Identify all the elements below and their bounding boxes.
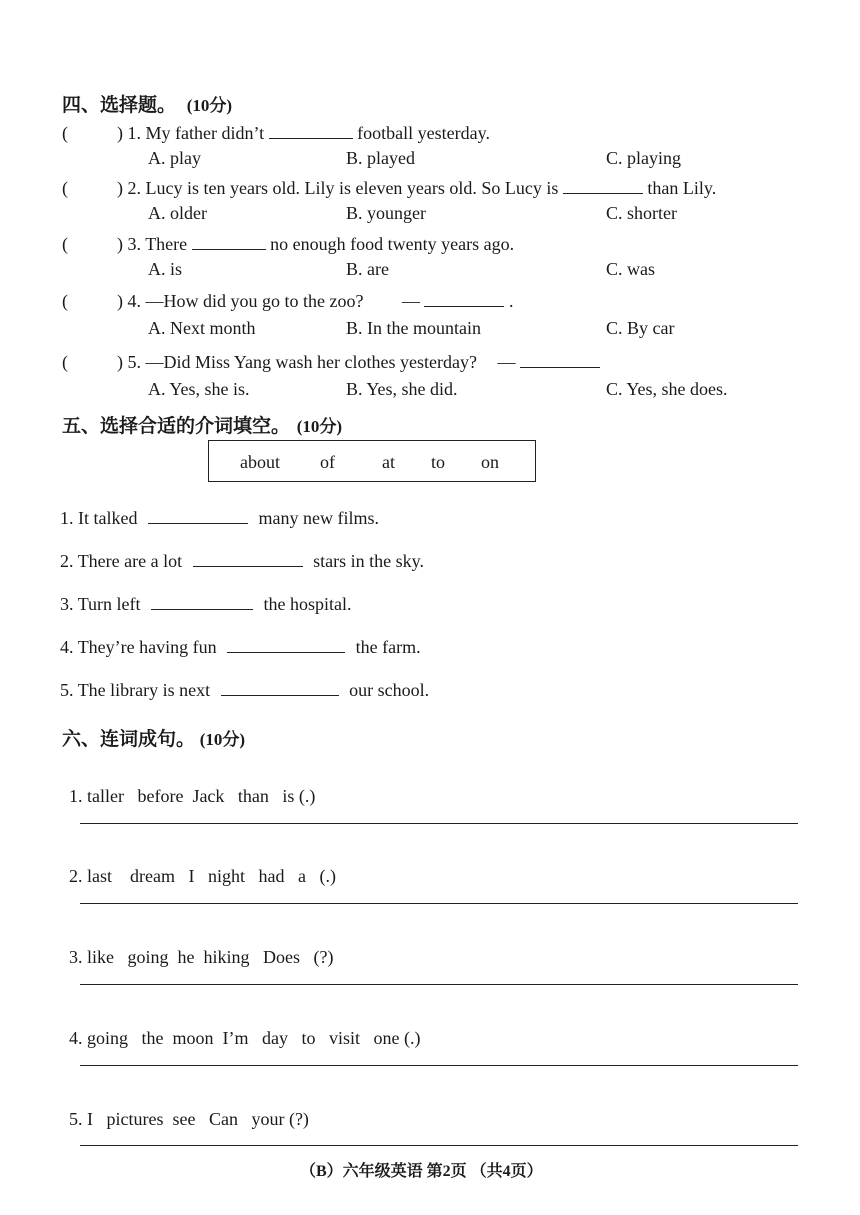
fill-blank[interactable] — [269, 120, 353, 139]
reorder-item-2 — [60, 845, 336, 887]
reorder-item-1 — [60, 765, 315, 807]
question-stem: There — [145, 234, 188, 254]
option-b[interactable]: B. are — [346, 259, 389, 279]
option-a[interactable]: A. Next month — [148, 318, 256, 338]
item-text-end: many new films. — [258, 508, 379, 528]
section5-score: (10分) — [296, 417, 343, 436]
item-number: 4. — [60, 637, 74, 657]
mc-question-3 — [62, 231, 514, 255]
fill-blank[interactable] — [563, 175, 643, 194]
question-number: 5. — [127, 352, 141, 372]
item-text-end: the hospital. — [263, 594, 352, 614]
answer-line[interactable] — [80, 823, 798, 824]
response-dash: — — [401, 291, 420, 311]
scrambled-words: going the moon I’m day to visit one (.) — [87, 1028, 421, 1048]
question-stem-end: than Lily. — [647, 178, 717, 198]
item-text: The library is next — [77, 680, 211, 700]
section5-title-text: 五、选择合适的介词填空。 — [62, 416, 291, 437]
word-bank-item: at — [382, 452, 395, 472]
item-text: It talked — [78, 508, 138, 528]
fill-item-3 — [60, 591, 352, 615]
option-a[interactable]: A. play — [148, 148, 201, 168]
section6-score: (10分) — [199, 730, 246, 749]
answer-paren-open: ( — [62, 291, 68, 311]
option-a[interactable]: A. Yes, she is. — [148, 379, 250, 399]
item-number: 1. — [69, 786, 83, 806]
item-number: 3. — [60, 594, 74, 614]
answer-paren-close: ) — [117, 291, 123, 311]
item-text-end: stars in the sky. — [313, 551, 424, 571]
option-b[interactable]: B. Yes, she did. — [346, 379, 458, 399]
answer-paren-close: ) — [117, 123, 123, 143]
section4-title-text: 四、选择题。 — [62, 95, 177, 116]
question-number: 3. — [127, 234, 141, 254]
answer-line[interactable] — [80, 903, 798, 904]
option-c[interactable]: C. By car — [606, 318, 675, 338]
option-c[interactable]: C. was — [606, 259, 655, 279]
option-b[interactable]: B. played — [346, 148, 415, 168]
word-bank-item: of — [320, 452, 335, 472]
page-footer: （B）六年级英语 第2页 （共4页） — [300, 1163, 543, 1180]
fill-blank[interactable] — [192, 231, 266, 250]
word-bank-item: about — [240, 452, 280, 472]
item-number: 3. — [69, 947, 83, 967]
answer-paren-open: ( — [62, 234, 68, 254]
scrambled-words: like going he hiking Does (?) — [87, 947, 334, 967]
mc-question-4 — [62, 288, 513, 312]
fill-item-2 — [60, 548, 424, 572]
answer-paren-open: ( — [62, 352, 68, 372]
section6-title-text: 六、连词成句。 — [62, 729, 196, 750]
answer-line[interactable] — [80, 1145, 798, 1146]
fill-blank[interactable] — [520, 349, 600, 368]
section5-title — [62, 411, 342, 438]
fill-blank[interactable] — [151, 591, 253, 610]
fill-item-5 — [60, 677, 429, 701]
scrambled-words: taller before Jack than is (.) — [87, 786, 316, 806]
response-dash: — — [497, 352, 516, 372]
word-bank-box — [208, 440, 536, 482]
section6-title — [62, 724, 245, 751]
item-text: Turn left — [77, 594, 141, 614]
item-number: 4. — [69, 1028, 83, 1048]
answer-paren-close: ) — [117, 352, 123, 372]
mc-question-5 — [62, 349, 600, 373]
answer-line[interactable] — [80, 1065, 798, 1066]
question-stem-end: football yesterday. — [357, 123, 490, 143]
option-a[interactable]: A. is — [148, 259, 183, 279]
reorder-item-4 — [60, 1007, 420, 1049]
question-number: 4. — [127, 291, 141, 311]
item-number: 1. — [60, 508, 74, 528]
mc-question-1 — [62, 120, 490, 144]
option-a[interactable]: A. older — [148, 203, 207, 223]
question-stem-end: . — [508, 291, 514, 311]
scrambled-words: last dream I night had a (.) — [87, 866, 336, 886]
option-b[interactable]: B. In the mountain — [346, 318, 481, 338]
fill-item-1 — [60, 505, 379, 529]
fill-item-4 — [60, 634, 421, 658]
word-bank-item: on — [481, 452, 499, 472]
item-number: 2. — [69, 866, 83, 886]
reorder-item-5 — [60, 1088, 309, 1130]
fill-blank[interactable] — [221, 677, 339, 696]
item-text: They’re having fun — [77, 637, 217, 657]
question-stem: —Did Miss Yang wash her clothes yesterday? — [145, 352, 477, 372]
item-number: 2. — [60, 551, 74, 571]
question-stem-end: no enough food twenty years ago. — [270, 234, 515, 254]
fill-blank[interactable] — [148, 505, 248, 524]
section4-score: (10分) — [186, 96, 233, 115]
question-number: 1. — [127, 123, 141, 143]
item-number: 5. — [69, 1109, 83, 1129]
option-b[interactable]: B. younger — [346, 203, 426, 223]
question-number: 2. — [127, 178, 141, 198]
section4-title — [62, 90, 232, 117]
item-text-end: the farm. — [355, 637, 421, 657]
option-c[interactable]: C. Yes, she does. — [606, 379, 728, 399]
reorder-item-3 — [60, 926, 333, 968]
option-c[interactable]: C. shorter — [606, 203, 677, 223]
item-text: There are a lot — [77, 551, 183, 571]
mc-question-2 — [62, 175, 716, 199]
scrambled-words: I pictures see Can your (?) — [87, 1109, 309, 1129]
item-text-end: our school. — [349, 680, 430, 700]
question-stem: Lucy is ten years old. Lily is eleven years old. So Lucy is — [145, 178, 559, 198]
answer-paren-close: ) — [117, 178, 123, 198]
question-stem: My father didn’t — [145, 123, 265, 143]
fill-blank[interactable] — [227, 634, 345, 653]
item-number: 5. — [60, 680, 74, 700]
answer-paren-close: ) — [117, 234, 123, 254]
question-stem: —How did you go to the zoo? — [145, 291, 364, 311]
answer-paren-open: ( — [62, 178, 68, 198]
option-c[interactable]: C. playing — [606, 148, 681, 168]
answer-paren-open: ( — [62, 123, 68, 143]
fill-blank[interactable] — [424, 288, 504, 307]
fill-blank[interactable] — [193, 548, 303, 567]
answer-line[interactable] — [80, 984, 798, 985]
word-bank-item: to — [431, 452, 446, 472]
